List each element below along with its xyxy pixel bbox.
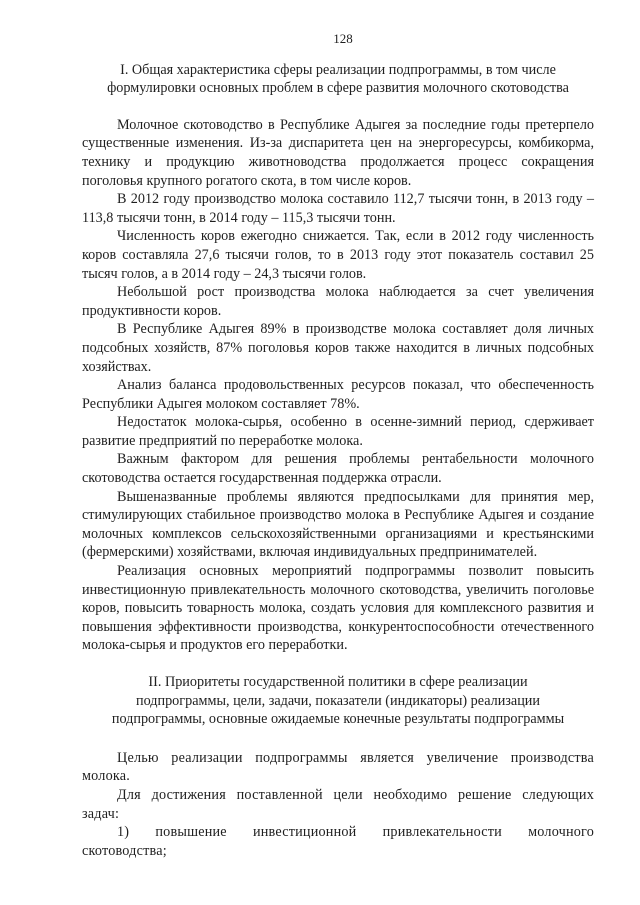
- section-2-heading: [82, 673, 594, 729]
- paragraph: Целью реализации подпрограммы является увеличение производства молока.: [82, 749, 594, 785]
- paragraph: Важным фактором для решения проблемы рентабельности молочного скотоводства остается государственная поддержка отрасли.: [82, 451, 594, 487]
- section-1-body: [82, 116, 594, 655]
- paragraph: Небольшой рост производства молока наблюдается за счет увеличения продуктивности коров.: [82, 284, 594, 319]
- section-1-heading-line: I. Общая характеристика сферы реализации подпрограммы, в том числе: [120, 61, 556, 78]
- section-2-body: [82, 749, 594, 861]
- paragraph: Численность коров ежегодно снижается. Так, если в 2012 году численность коров составляла 27,6 тысячи голов, то в 2013 году этот показатель составил 25 тысяч голов, а в 2014 году – 24,3 тысячи голов.: [82, 228, 594, 282]
- section-2-heading-line: подпрограммы, цели, задачи, показатели (индикаторы) реализации: [136, 692, 540, 709]
- section-2-heading-line: подпрограммы, основные ожидаемые конечные результаты подпрограммы: [111, 711, 565, 728]
- section-2-heading-line: II. Приоритеты государственной политики в сфере реализации: [148, 674, 528, 690]
- paragraph: В Республике Адыгея 89% в производстве молока составляет доля личных подсобных хозяйств, 87% поголовья коров также находится в личных подсобных хозяйствах.: [82, 321, 594, 375]
- paragraph: Реализация основных мероприятий подпрограммы позволит повысить инвестиционную привлекательность молочного скотоводства, увеличить поголовье коров, повысить товарность молока, создать условия для комплексного развития и повышения эффективности производства, конкурентоспособности отечественного молока-сырья и продуктов его переработки.: [82, 563, 594, 654]
- paragraph: Молочное скотоводство в Республике Адыгея за последние годы претерпело существенные изменения. Из-за диспаритета цен на энергоресурсы, комбикорма, технику и продукцию животноводства продолжается процесс сокращения поголовья крупного рогатого скота, в том числе коров.: [82, 116, 594, 189]
- paragraph: В 2012 году производство молока составило 112,7 тысячи тонн, в 2013 году – 113,8 тысячи тонн, в 2014 году – 115,3 тысячи тонн.: [82, 191, 594, 226]
- paragraph: Вышеназванные проблемы являются предпосылками для принятия мер, стимулирующих стабильное производство молока в Республике Адыгея и создание молочных комплексов сельскохозяйственными организациями и крестьянскими (фермерскими) хозяйствами, включая индивидуальных предпринимателей.: [82, 488, 594, 561]
- page-number: 128: [333, 31, 353, 46]
- section-1-heading: [82, 61, 594, 98]
- paragraph: 1) повышение инвестиционной привлекательности молочного скотоводства;: [82, 824, 594, 859]
- paragraph: Для достижения поставленной цели необходимо решение следующих задач:: [82, 786, 594, 822]
- paragraph: Недостаток молока-сырья, особенно в осенне-зимний период, сдерживает развитие предприятий по переработке молока.: [82, 414, 594, 449]
- paragraph: Анализ баланса продовольственных ресурсов показал, что обеспеченность Республики Адыгея молоком составляет 78%.: [82, 377, 594, 412]
- section-1-heading-line: формулировки основных проблем в сфере развития молочного скотоводства: [107, 80, 569, 97]
